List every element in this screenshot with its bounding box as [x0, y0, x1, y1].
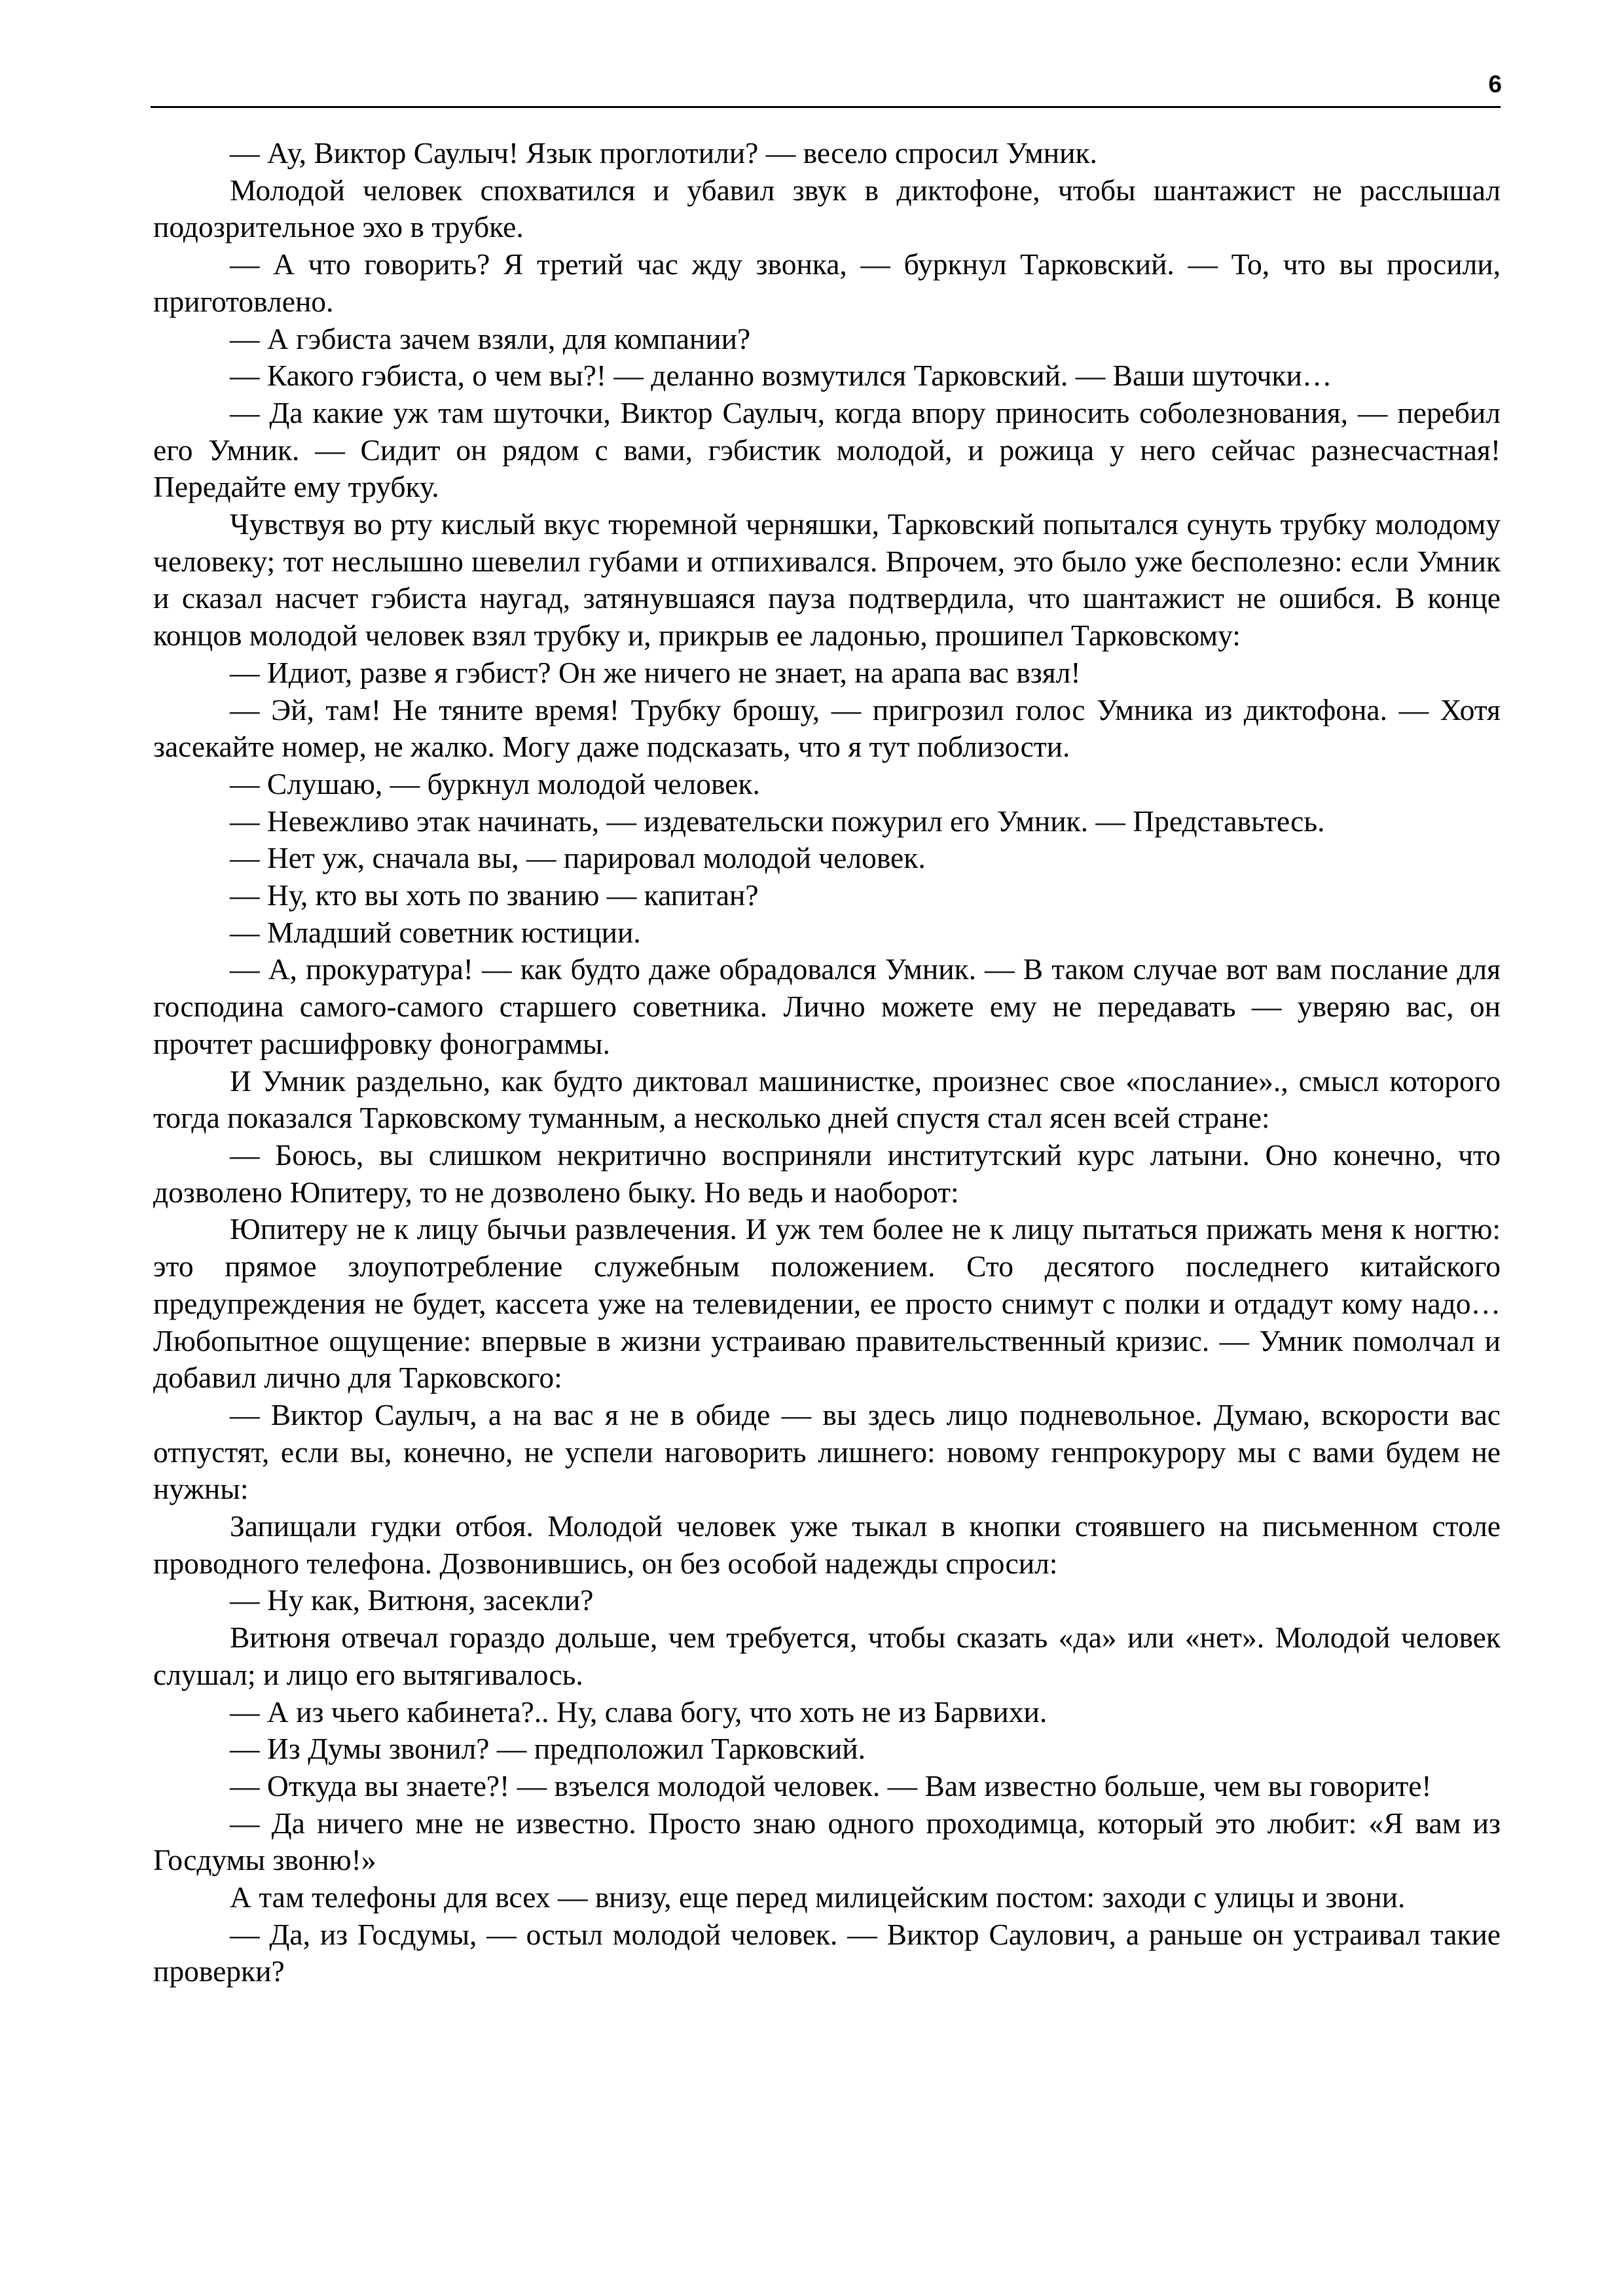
paragraph: Юпитеру не к лицу бычьи развлечения. И уж тем более не к лицу пытаться прижать меня к ногтю: это прямое злоупотребление служебным положением. Сто десятого последнего китайского предупреждения не будет, кассета уже на телевидении, ее просто снимут с полки и отдадут кому надо… Любопытное ощущение: впервые в жизни устраиваю правительственный кризис. — Умник помолчал и добавил лично для Тарковского:: [153, 1212, 1501, 1395]
paragraph: — Ау, Виктор Саулыч! Язык проглотили? — весело спросил Умник.: [230, 136, 1097, 170]
paragraph: — Боюсь, вы слишком некритично восприняли институтский курс латыни. Оно конечно, что дозволено Юпитеру, то не дозволено быку. Но ведь и наоборот:: [153, 1138, 1501, 1209]
paragraph: — Идиот, разве я гэбист? Он же ничего не знает, на арапа вас взял!: [230, 655, 1081, 689]
paragraph: — Эй, там! Не тяните время! Трубку брошу, — пригрозил голос Умника из диктофона. — Хотя засекайте номер, не жалко. Могу даже подсказать, что я тут поблизости.: [153, 692, 1501, 764]
paragraph: — Младший советник юстиции.: [230, 915, 641, 949]
paragraph: — Ну, кто вы хоть по званию — капитан?: [230, 878, 759, 912]
paragraph: — Нет уж, сначала вы, — парировал молодой человек.: [230, 841, 926, 875]
paragraph: — Да ничего мне не известно. Просто знаю одного проходимца, который это любит: «Я вам из Госдумы звоню!»: [153, 1806, 1501, 1877]
paragraph: — Из Думы звонил? — предположил Тарковский.: [230, 1732, 866, 1766]
paragraph: — Виктор Саулыч, а на вас я не в обиде — вы здесь лицо подневольное. Думаю, вскорости вас отпустят, если вы, конечно, не успели наговорить лишнего: новому генпрокурору мы с вами будем не нужны:: [153, 1397, 1501, 1506]
paragraph: — Откуда вы знаете?! — взъелся молодой человек. — Вам известно больше, чем вы говорите!: [230, 1768, 1432, 1803]
paragraph: — А что говорить? Я третий час жду звонка, — буркнул Тарковский. — То, что вы просили, приготовлено.: [153, 247, 1501, 318]
paragraph: — А из чьего кабинета?.. Ну, слава богу, что хоть не из Барвихи.: [230, 1695, 1048, 1729]
paragraph: — А, прокуратура! — как будто даже обрадовался Умник. — В таком случае вот вам послание для господина самого-самого старшего советника. Лично можете ему не передавать — уверяю вас, он прочтет расшифровку фонограммы.: [153, 952, 1501, 1060]
page-number: 6: [1488, 71, 1502, 98]
paragraph: А там телефоны для всех — внизу, еще перед милицейским постом: заходи с улицы и звони.: [230, 1880, 1406, 1914]
paragraph: — Ну как, Витюня, засекли?: [230, 1583, 594, 1617]
paragraph: — Да, из Госдумы, — остыл молодой человек. — Виктор Саулович, а раньше он устраивал такие проверки?: [153, 1917, 1501, 1988]
paragraph: — Невежливо этак начинать, — издевательски пожурил его Умник. — Представьтесь.: [230, 804, 1325, 838]
paragraph: — Да какие уж там шуточки, Виктор Саулыч, когда впору приносить соболезнования, — перебил его Умник. — Сидит он рядом с вами, гэбистик молодой, и рожица у него сейчас разнесчастная! Передайте ему трубку.: [153, 395, 1501, 504]
paragraph: Запищали гудки отбоя. Молодой человек уже тыкал в кнопки стоявшего на письменном столе проводного телефона. Дозвонившись, он без особой надежды спросил:: [153, 1509, 1501, 1580]
header-rule: [151, 106, 1501, 108]
paragraph: — А гэбиста зачем взяли, для компании?: [230, 321, 751, 355]
paragraph: — Какого гэбиста, о чем вы?! — деланно возмутился Тарковский. — Ваши шуточки…: [230, 359, 1332, 393]
text-body: [153, 135, 1501, 1990]
paragraph: — Слушаю, — буркнул молодой человек.: [230, 766, 760, 800]
paragraph: И Умник раздельно, как будто диктовал машинистке, произнес свое «послание»., смысл которого тогда показался Тарковскому туманным, а несколько дней спустя стал ясен всей стране:: [153, 1064, 1501, 1135]
paragraph: Молодой человек спохватился и убавил звук в диктофоне, чтобы шантажист не расслышал подозрительное эхо в трубке.: [153, 173, 1501, 244]
paragraph: Витюня отвечал гораздо дольше, чем требуется, чтобы сказать «да» или «нет». Молодой человек слушал; и лицо его вытягивалось.: [153, 1621, 1501, 1691]
paragraph: Чувствуя во рту кислый вкус тюремной черняшки, Тарковский попытался сунуть трубку молодому человеку; тот неслышно шевелил губами и отпихивался. Впрочем, это было уже бесполезно: если Умник и сказал насчет гэбиста наугад, затянувшаяся пауза подтвердила, что шантажист не ошибся. В конце концов молодой человек взял трубку и, прикрыв ее ладонью, прошипел Тарковскому:: [153, 507, 1501, 653]
